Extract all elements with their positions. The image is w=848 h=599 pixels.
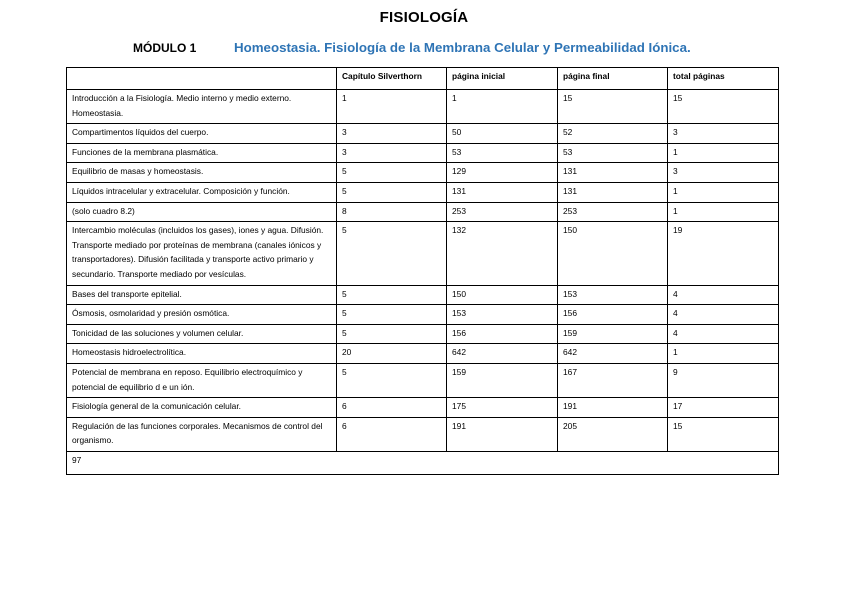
- chapter-cell: 6: [337, 417, 447, 451]
- chapter-cell: 5: [337, 285, 447, 305]
- chapter-cell: 5: [337, 305, 447, 325]
- total-pages-cell: 1: [668, 182, 779, 202]
- start-page-cell: 132: [447, 222, 558, 285]
- topic-cell: Fisiología general de la comunicación celular.: [67, 398, 337, 418]
- chapter-cell: 5: [337, 222, 447, 285]
- end-page-cell: 167: [558, 363, 668, 397]
- chapter-cell: 8: [337, 202, 447, 222]
- chapter-cell: 5: [337, 182, 447, 202]
- table-body: [67, 90, 779, 475]
- chapter-cell: 5: [337, 363, 447, 397]
- table-row: [67, 124, 779, 144]
- chapter-cell: 6: [337, 398, 447, 418]
- table-row: [67, 398, 779, 418]
- end-page-cell: 131: [558, 163, 668, 183]
- topic-cell: Ósmosis, osmolaridad y presión osmótica.: [67, 305, 337, 325]
- end-page-cell: 642: [558, 344, 668, 364]
- start-page-cell: 159: [447, 363, 558, 397]
- syllabus-table: [66, 67, 779, 475]
- topic-cell: Regulación de las funciones corporales. Mecanismos de control del organismo.: [67, 417, 337, 451]
- total-pages-cell: 19: [668, 222, 779, 285]
- topic-cell: Líquidos intracelular y extracelular. Composición y función.: [67, 182, 337, 202]
- header-topic: [67, 68, 337, 90]
- start-page-cell: 253: [447, 202, 558, 222]
- start-page-cell: 50: [447, 124, 558, 144]
- total-pages-cell: 9: [668, 363, 779, 397]
- total-pages-cell: 1: [668, 143, 779, 163]
- topic-cell: Bases del transporte epitelial.: [67, 285, 337, 305]
- table-row: [67, 143, 779, 163]
- total-pages-cell: 17: [668, 398, 779, 418]
- chapter-cell: 1: [337, 90, 447, 124]
- table-row: [67, 324, 779, 344]
- start-page-cell: 131: [447, 182, 558, 202]
- chapter-cell: 20: [337, 344, 447, 364]
- end-page-cell: 53: [558, 143, 668, 163]
- total-pages-cell: 3: [668, 163, 779, 183]
- total-pages-cell: 15: [668, 417, 779, 451]
- end-page-cell: 52: [558, 124, 668, 144]
- header-start-page: página inicial: [447, 68, 558, 90]
- module-heading: [0, 40, 848, 60]
- table-row: [67, 344, 779, 364]
- total-pages-cell: 3: [668, 124, 779, 144]
- end-page-cell: 150: [558, 222, 668, 285]
- end-page-cell: 159: [558, 324, 668, 344]
- topic-cell: Introducción a la Fisiología. Medio interno y medio externo. Homeostasia.: [67, 90, 337, 124]
- end-page-cell: 191: [558, 398, 668, 418]
- start-page-cell: 191: [447, 417, 558, 451]
- total-pages-cell: 1: [668, 344, 779, 364]
- topic-cell: Compartimentos líquidos del cuerpo.: [67, 124, 337, 144]
- chapter-cell: 3: [337, 143, 447, 163]
- table-row: [67, 363, 779, 397]
- topic-cell: Intercambio moléculas (incluidos los gases), iones y agua. Difusión. Transporte mediado por proteínas de membrana (canales iónicos y transportadores). Difusión facilitada y transporte activo primario y secundario. Transporte mediado por vesículas.: [67, 222, 337, 285]
- table-row: [67, 163, 779, 183]
- topic-cell: Tonicidad de las soluciones y volumen celular.: [67, 324, 337, 344]
- table-header-row: [67, 68, 779, 90]
- total-pages-sum: 97: [67, 451, 779, 474]
- end-page-cell: 156: [558, 305, 668, 325]
- table-row: [67, 202, 779, 222]
- total-row: [67, 451, 779, 474]
- end-page-cell: 15: [558, 90, 668, 124]
- end-page-cell: 153: [558, 285, 668, 305]
- table-row: [67, 417, 779, 451]
- chapter-cell: 3: [337, 124, 447, 144]
- topic-cell: Potencial de membrana en reposo. Equilibrio electroquímico y potencial de equilibrio d e un ión.: [67, 363, 337, 397]
- module-title: Homeostasia. Fisiología de la Membrana Celular y Permeabilidad Iónica.: [234, 40, 691, 55]
- header-end-page: página final: [558, 68, 668, 90]
- header-chapter: Capítulo Silverthorn: [337, 68, 447, 90]
- start-page-cell: 150: [447, 285, 558, 305]
- total-pages-cell: 4: [668, 324, 779, 344]
- total-pages-cell: 4: [668, 285, 779, 305]
- table-row: [67, 222, 779, 285]
- start-page-cell: 156: [447, 324, 558, 344]
- table-row: [67, 305, 779, 325]
- topic-cell: (solo cuadro 8.2): [67, 202, 337, 222]
- document-title: FISIOLOGÍA: [379, 9, 469, 26]
- table-row: [67, 182, 779, 202]
- topic-cell: Funciones de la membrana plasmática.: [67, 143, 337, 163]
- end-page-cell: 253: [558, 202, 668, 222]
- total-pages-cell: 4: [668, 305, 779, 325]
- total-pages-cell: 1: [668, 202, 779, 222]
- chapter-cell: 5: [337, 324, 447, 344]
- header-total-pages: total páginas: [668, 68, 779, 90]
- start-page-cell: 53: [447, 143, 558, 163]
- topic-cell: Homeostasis hidroelectrolítica.: [67, 344, 337, 364]
- start-page-cell: 175: [447, 398, 558, 418]
- table-row: [67, 90, 779, 124]
- end-page-cell: 205: [558, 417, 668, 451]
- chapter-cell: 5: [337, 163, 447, 183]
- start-page-cell: 153: [447, 305, 558, 325]
- start-page-cell: 1: [447, 90, 558, 124]
- topic-cell: Equilibrio de masas y homeostasis.: [67, 163, 337, 183]
- start-page-cell: 642: [447, 344, 558, 364]
- end-page-cell: 131: [558, 182, 668, 202]
- start-page-cell: 129: [447, 163, 558, 183]
- module-label: MÓDULO 1: [133, 41, 197, 55]
- table-row: [67, 285, 779, 305]
- total-pages-cell: 15: [668, 90, 779, 124]
